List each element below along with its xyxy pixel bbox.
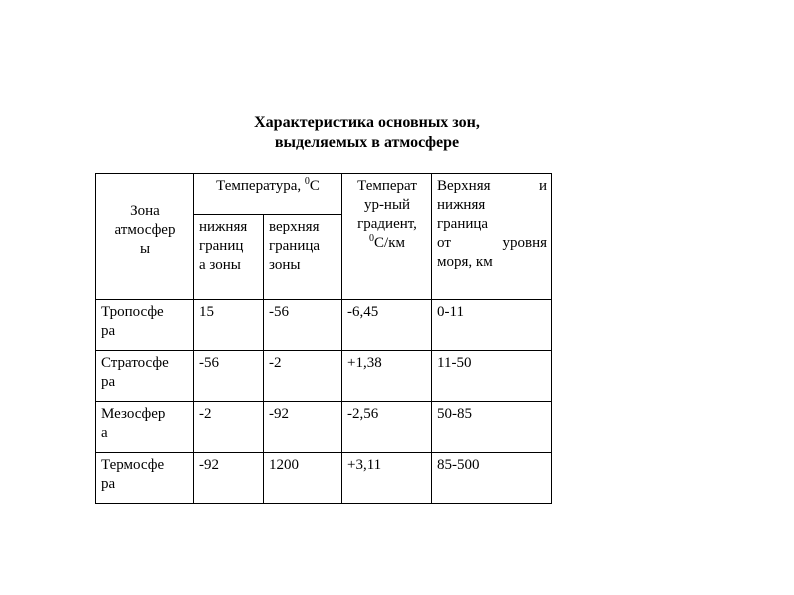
header-lower-line: а зоны [199, 257, 241, 273]
header-altitude-line [437, 234, 547, 253]
altitude-cell: 0-11 [432, 300, 552, 351]
zone-name-line: ра [101, 323, 116, 339]
title-line-1: Характеристика основных зон, [254, 114, 480, 131]
title-line-2: выделяемых в атмосфере [274, 134, 460, 151]
table-row [96, 402, 552, 453]
header-zone-line: атмосфер [114, 222, 176, 238]
header-lower-line: границ [199, 238, 244, 254]
table-row [96, 453, 552, 504]
header-temperature-degree: 0 [304, 176, 310, 187]
page-title [0, 113, 734, 153]
zone-name-cell [96, 453, 194, 504]
header-gradient-unit [347, 234, 427, 253]
header-altitude-line: моря, км [437, 254, 493, 270]
zone-name-line: Стратосфе [101, 355, 169, 371]
zone-name-cell [96, 402, 194, 453]
altitude-cell: 50-85 [432, 402, 552, 453]
t-lower-cell: -92 [194, 453, 264, 504]
altitude-cell: 85-500 [432, 453, 552, 504]
gradient-cell: -2,56 [342, 402, 432, 453]
zone-name-line: Термосфе [101, 457, 165, 473]
header-zone-line: ы [139, 241, 151, 257]
header-upper-line: верхняя [269, 219, 320, 235]
header-gradient-line: градиент, [357, 216, 417, 232]
t-upper-cell: 1200 [264, 453, 342, 504]
zone-name-line: ра [101, 374, 116, 390]
gradient-cell: -6,45 [342, 300, 432, 351]
table-row [96, 351, 552, 402]
header-gradient-line: Температ [357, 178, 417, 194]
header-gradient-unit-text: С/км [374, 235, 405, 251]
t-lower-cell: -2 [194, 402, 264, 453]
zone-name-cell [96, 300, 194, 351]
zone-name-cell [96, 351, 194, 402]
header-zone [96, 174, 194, 300]
header-altitude-word: от [437, 235, 451, 251]
gradient-cell: +1,38 [342, 351, 432, 402]
header-upper-line: граница [269, 238, 321, 254]
t-upper-cell: -56 [264, 300, 342, 351]
header-zone-line: Зона [130, 203, 160, 219]
header-temperature-label: Температура, [216, 178, 305, 194]
t-upper-cell: -2 [264, 351, 342, 402]
header-lower-bound [194, 215, 264, 300]
atmosphere-zones-table [95, 173, 552, 504]
t-lower-cell: -56 [194, 351, 264, 402]
t-upper-cell: -92 [264, 402, 342, 453]
gradient-cell: +3,11 [342, 453, 432, 504]
header-temperature-unit: С [309, 178, 320, 194]
header-altitude [432, 174, 552, 300]
header-altitude-word: Верхняя [437, 178, 491, 194]
header-altitude-word: уровня [502, 235, 548, 251]
header-lower-line: нижняя [199, 219, 248, 235]
header-gradient [342, 174, 432, 300]
header-gradient-line: ур-ный [363, 197, 411, 213]
header-temperature [194, 174, 342, 215]
zone-name-line: а [101, 425, 108, 441]
zone-name-line: Мезосфер [101, 406, 166, 422]
altitude-cell: 11-50 [432, 351, 552, 402]
header-row-1 [96, 174, 552, 215]
header-upper-bound [264, 215, 342, 300]
header-altitude-line [437, 177, 547, 196]
t-lower-cell: 15 [194, 300, 264, 351]
table-row [96, 300, 552, 351]
header-upper-line: зоны [269, 257, 301, 273]
header-altitude-line: нижняя [437, 197, 486, 213]
zone-name-line: Тропосфе [101, 304, 164, 320]
header-gradient-degree: 0 [369, 233, 375, 244]
header-altitude-word: и [538, 178, 548, 194]
zone-name-line: ра [101, 476, 116, 492]
header-altitude-line: граница [437, 216, 489, 232]
